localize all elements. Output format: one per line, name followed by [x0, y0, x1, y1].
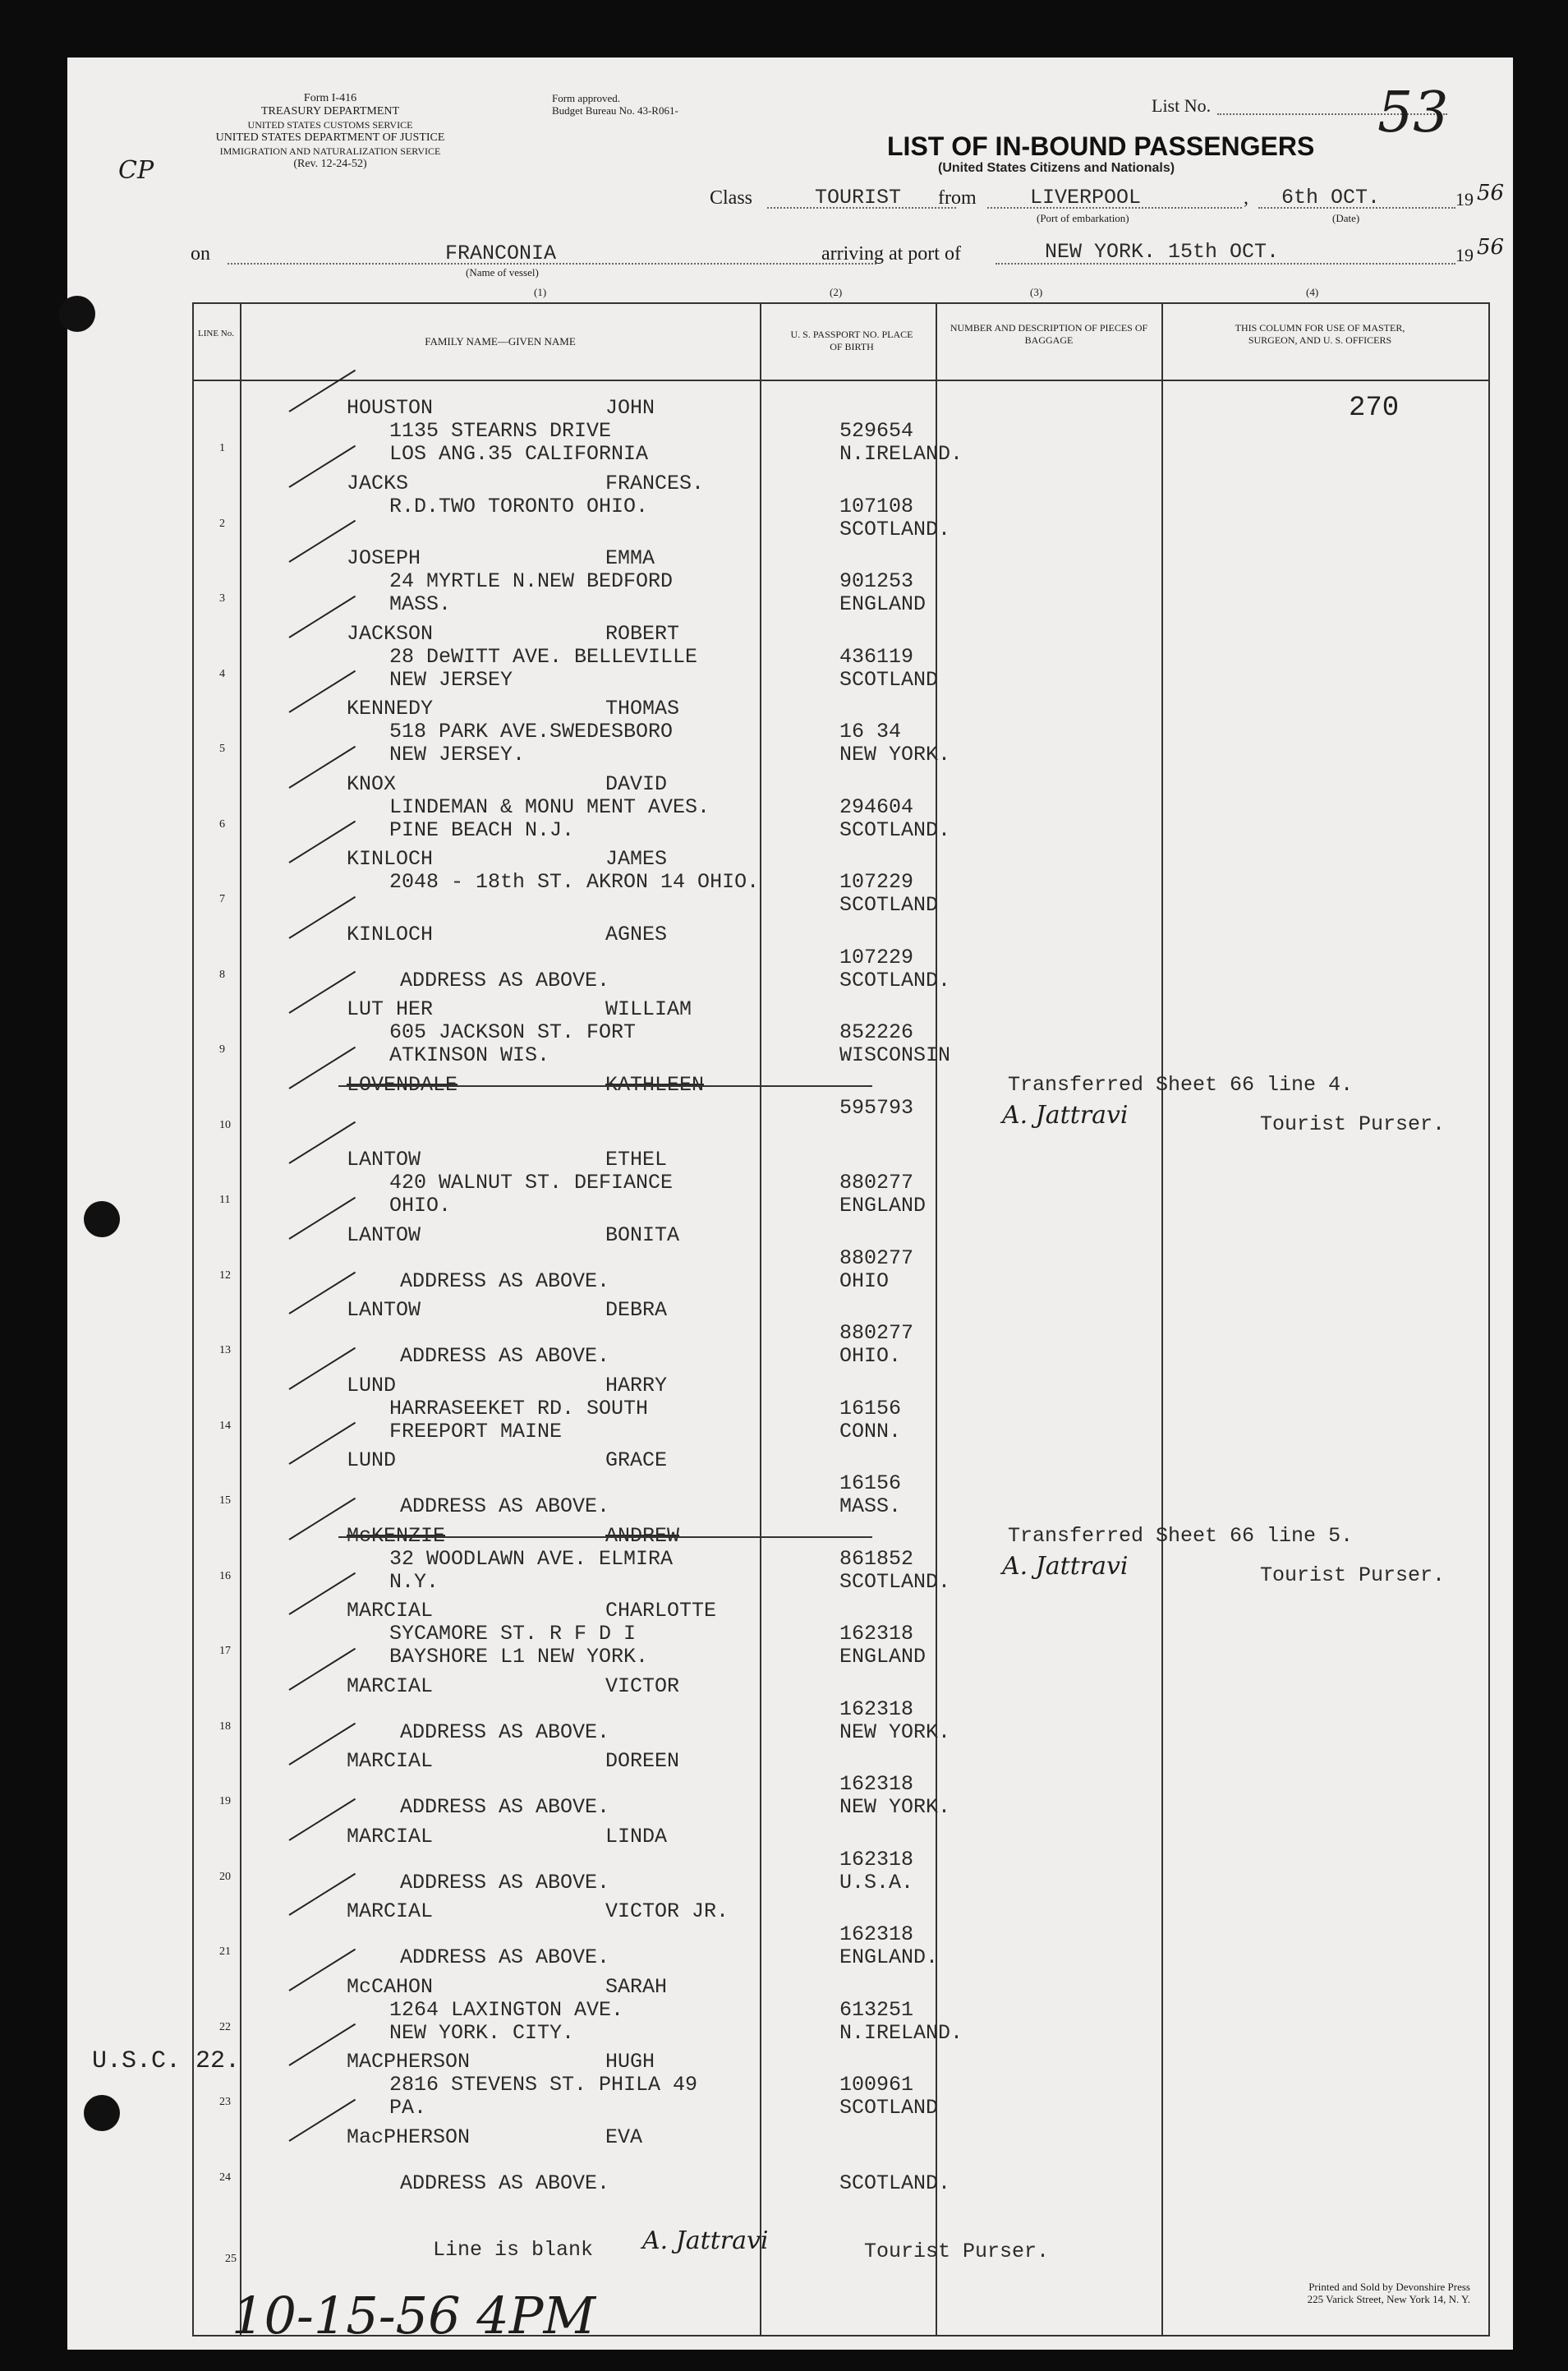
row-family-name: JACKSON — [347, 621, 434, 646]
printer-credit — [1199, 2281, 1470, 2305]
row-family-name: LANTOW — [347, 1298, 421, 1322]
row-place-of-birth: SCOTLAND — [839, 2096, 939, 2120]
row-passport-no: 162318 — [839, 1922, 914, 1946]
approval-line: Form approved. — [552, 92, 621, 104]
row-passport-no: 16 34 — [839, 720, 902, 744]
row-line-number: 1 — [219, 442, 225, 454]
col-header-line-no: LINE No. — [198, 329, 234, 338]
handwritten-date: 10-15-56 4PM — [232, 2286, 595, 2346]
row-place-of-birth: ENGLAND — [839, 1645, 927, 1669]
row-place-of-birth: NEW YORK. — [839, 1720, 951, 1744]
row-family-name: LOVENDALE — [347, 1072, 458, 1097]
row-address-1: R.D.TWO TORONTO OHIO. — [389, 494, 649, 518]
row-address-2: ADDRESS AS ABOVE. — [400, 1870, 610, 1894]
row-place-of-birth: SCOTLAND. — [839, 968, 951, 992]
col-header-name: FAMILY NAME—GIVEN NAME — [425, 335, 576, 348]
row-place-of-birth: ENGLAND — [839, 1194, 927, 1218]
row-given-name: AGNES — [605, 922, 668, 946]
treasury-label: TREASURY DEPARTMENT — [260, 105, 400, 117]
row-line-number: 17 — [219, 1645, 231, 1657]
blank-line-number: 25 — [225, 2253, 237, 2265]
row-line-number: 16 — [219, 1569, 231, 1582]
row-address-2: OHIO. — [389, 1194, 452, 1218]
row-given-name: EVA — [605, 2125, 643, 2149]
purser-signature: A. Jattravi — [642, 2226, 769, 2255]
from-value: LIVERPOOL — [1030, 186, 1142, 209]
row-family-name: MACPHERSON — [347, 2050, 471, 2074]
purser-signature: A. Jattravi — [1002, 1551, 1129, 1581]
row-address-2: PA. — [389, 2096, 427, 2120]
row-passport-no: 162318 — [839, 1847, 914, 1871]
row-passport-no: 107229 — [839, 870, 914, 894]
row-family-name: LANTOW — [347, 1148, 421, 1172]
row-passport-no: 880277 — [839, 1171, 914, 1195]
row-line-number: 20 — [219, 1870, 231, 1883]
row-address-2: ADDRESS AS ABOVE. — [400, 1494, 610, 1518]
row-given-name: HARRY — [605, 1373, 668, 1397]
year-value: 56 — [1477, 181, 1505, 205]
row-line-number: 5 — [219, 743, 225, 755]
transfer-purser: Tourist Purser. — [1260, 1112, 1446, 1136]
row-family-name: MARCIAL — [347, 1599, 434, 1623]
printer-line: Printed and Sold by Devonshire Press — [1308, 2281, 1470, 2293]
row-passport-no: 107108 — [839, 494, 914, 518]
row-given-name: FRANCES. — [605, 471, 705, 495]
row-address-2: BAYSHORE L1 NEW YORK. — [389, 1645, 649, 1669]
col-header-officers: THIS COLUMN FOR USE OF MASTER, SURGEON, AND U. S. OFFICERS — [1235, 322, 1405, 346]
row-address-1: 605 JACKSON ST. FORT — [389, 1020, 637, 1044]
row-address-1: 32 WOODLAWN AVE. ELMIRA — [389, 1546, 674, 1571]
on-label: on — [191, 243, 210, 265]
row-place-of-birth: N.IRELAND. — [839, 2020, 963, 2045]
row-address-2: ADDRESS AS ABOVE. — [400, 1268, 610, 1293]
row-address-2: LOS ANG.35 CALIFORNIA — [389, 442, 649, 466]
row-place-of-birth: OHIO. — [839, 1344, 902, 1368]
row-family-name: MARCIAL — [347, 1674, 434, 1698]
row-place-of-birth: SCOTLAND. — [839, 1569, 951, 1594]
row-place-of-birth: WISCONSIN — [839, 1043, 951, 1067]
col-num-4: (4) — [1306, 286, 1319, 298]
col-header-baggage: NUMBER AND DESCRIPTION OF PIECES OF BAGGAGE — [950, 322, 1148, 346]
row-line-number: 3 — [219, 592, 225, 605]
col-num-2: (2) — [830, 286, 843, 298]
row-family-name: KENNEDY — [347, 697, 434, 721]
vessel-caption: (Name of vessel) — [466, 266, 539, 279]
row-family-name: LUT HER — [347, 997, 434, 1021]
row-address-1: HARRASEEKET RD. SOUTH — [389, 1396, 649, 1420]
officer-note: 270 — [1349, 393, 1400, 424]
row-line-number: 21 — [219, 1945, 231, 1958]
margin-note: CP — [118, 156, 154, 185]
row-address-1: 2048 - 18th ST. AKRON 14 OHIO. — [389, 870, 760, 894]
row-family-name: MARCIAL — [347, 1749, 434, 1773]
row-given-name: ROBERT — [605, 621, 680, 646]
vessel-name: FRANCONIA — [445, 242, 557, 265]
row-line-number: 6 — [219, 817, 225, 831]
strike-line — [338, 1536, 872, 1538]
row-family-name: MARCIAL — [347, 1824, 434, 1848]
year2-prefix: 19 — [1455, 245, 1474, 265]
row-place-of-birth: ENGLAND — [839, 592, 927, 616]
col-divider — [240, 302, 241, 2336]
row-family-name: KINLOCH — [347, 847, 434, 871]
row-passport-no: 16156 — [839, 1471, 902, 1495]
row-passport-no: 436119 — [839, 644, 914, 669]
col-divider — [1161, 302, 1163, 2336]
row-address-1: 518 PARK AVE.SWEDESBORO — [389, 720, 674, 744]
row-family-name: JACKS — [347, 471, 409, 495]
row-line-number: 24 — [219, 2171, 231, 2184]
row-place-of-birth: ENGLAND. — [839, 1945, 939, 1969]
row-address-2: ADDRESS AS ABOVE. — [400, 1795, 610, 1819]
row-address-2: ADDRESS AS ABOVE. — [400, 1945, 610, 1969]
purser-signature: A. Jattravi — [1002, 1100, 1129, 1130]
row-passport-no: 294604 — [839, 794, 914, 819]
row-place-of-birth: SCOTLAND — [839, 667, 939, 692]
transfer-note: Transferred Sheet 66 line 5. — [1008, 1523, 1354, 1548]
col-divider — [760, 302, 761, 2336]
revision-label: (Rev. 12-24-52) — [293, 158, 367, 170]
row-place-of-birth: NEW YORK. — [839, 1795, 951, 1819]
row-line-number: 22 — [219, 2020, 231, 2033]
usc-note: U.S.C. 22. — [92, 2047, 241, 2075]
row-given-name: JAMES — [605, 847, 668, 871]
row-address-1: SYCAMORE ST. R F D I — [389, 1622, 637, 1646]
col-num-1: (1) — [534, 286, 547, 298]
row-address-2: ADDRESS AS ABOVE. — [400, 1720, 610, 1744]
form-number: Form I-416 — [303, 92, 357, 104]
arriving-label: arriving at port of — [821, 243, 961, 265]
row-passport-no: 107229 — [839, 945, 914, 969]
row-passport-no: 162318 — [839, 1697, 914, 1721]
budget-line: Budget Bureau No. 43-R061- — [552, 104, 678, 117]
ins-label: IMMIGRATION AND NATURALIZATION SERVICE — [219, 145, 441, 157]
row-family-name: JOSEPH — [347, 546, 421, 570]
row-passport-no: 861852 — [839, 1546, 914, 1571]
row-place-of-birth: OHIO — [839, 1268, 890, 1293]
row-given-name: ETHEL — [605, 1148, 668, 1172]
row-family-name: HOUSTON — [347, 396, 434, 420]
row-passport-no: 613251 — [839, 1997, 914, 2022]
row-line-number: 15 — [219, 1494, 231, 1507]
class-value: TOURIST — [815, 186, 902, 209]
row-family-name: LANTOW — [347, 1222, 421, 1247]
row-passport-no: 529654 — [839, 419, 914, 443]
row-place-of-birth: SCOTLAND. — [839, 2171, 951, 2195]
row-place-of-birth: N.IRELAND. — [839, 442, 963, 466]
date-value: 6th OCT. — [1281, 186, 1381, 209]
punch-hole — [59, 296, 95, 332]
row-address-1: 28 DeWITT AVE. BELLEVILLE — [389, 644, 698, 669]
row-address-1: 420 WALNUT ST. DEFIANCE — [389, 1171, 674, 1195]
row-address-2: NEW JERSEY — [389, 667, 513, 692]
row-passport-no: 901253 — [839, 569, 914, 593]
row-address-1: 2816 STEVENS ST. PHILA 49 — [389, 2073, 698, 2097]
row-address-1: 24 MYRTLE N.NEW BEDFORD — [389, 569, 674, 593]
row-family-name: KNOX — [347, 771, 397, 796]
row-family-name: McCAHON — [347, 1974, 434, 1999]
row-address-2: NEW JERSEY. — [389, 743, 526, 767]
row-family-name: MARCIAL — [347, 1899, 434, 1923]
transfer-note: Transferred Sheet 66 line 4. — [1008, 1072, 1354, 1097]
row-given-name: KATHLEEN — [605, 1072, 705, 1097]
row-given-name: WILLIAM — [605, 997, 692, 1021]
row-line-number: 9 — [219, 1043, 225, 1056]
from-label: from — [938, 187, 977, 209]
row-passport-no: 162318 — [839, 1772, 914, 1796]
row-place-of-birth: U.S.A. — [839, 1870, 914, 1894]
blank-line-text: Line is blank — [433, 2238, 594, 2262]
arrival-port-date: NEW YORK. 15th OCT. — [1045, 240, 1280, 264]
col-header-passport: U. S. PASSPORT NO. PLACE OF BIRTH — [790, 329, 913, 352]
row-given-name: DAVID — [605, 771, 668, 796]
row-address-1: 1135 STEARNS DRIVE — [389, 419, 612, 443]
row-line-number: 23 — [219, 2096, 231, 2108]
document-title: LIST OF IN-BOUND PASSENGERS — [887, 131, 1315, 161]
row-address-1: 1264 LAXINGTON AVE. — [389, 1997, 624, 2022]
year2-value: 56 — [1477, 235, 1505, 260]
row-address-2: ATKINSON WIS. — [389, 1043, 550, 1067]
header-rule — [192, 380, 1490, 381]
row-family-name: LUND — [347, 1373, 397, 1397]
punch-hole — [84, 2095, 120, 2131]
row-given-name: EMMA — [605, 546, 655, 570]
row-given-name: SARAH — [605, 1974, 668, 1999]
row-line-number: 2 — [219, 517, 225, 530]
row-place-of-birth: SCOTLAND. — [839, 817, 951, 842]
row-passport-no: 100961 — [839, 2073, 914, 2097]
row-given-name: BONITA — [605, 1222, 680, 1247]
col-num-3: (3) — [1030, 286, 1043, 298]
customs-label: UNITED STATES CUSTOMS SERVICE — [247, 119, 413, 131]
row-given-name: THOMAS — [605, 697, 680, 721]
date-caption: (Date) — [1332, 212, 1360, 224]
row-address-2: ADDRESS AS ABOVE. — [400, 968, 610, 992]
row-given-name: VICTOR — [605, 1674, 680, 1698]
row-line-number: 7 — [219, 893, 225, 905]
row-line-number: 4 — [219, 667, 225, 680]
row-given-name: ANDREW — [605, 1523, 680, 1548]
row-line-number: 19 — [219, 1795, 231, 1807]
row-place-of-birth: CONN. — [839, 1419, 902, 1443]
row-given-name: CHARLOTTE — [605, 1599, 717, 1623]
row-line-number: 11 — [219, 1194, 231, 1206]
class-label: Class — [710, 187, 753, 209]
row-address-1: LINDEMAN & MONU MENT AVES. — [389, 794, 710, 819]
row-given-name: GRACE — [605, 1448, 668, 1472]
row-given-name: DOREEN — [605, 1749, 680, 1773]
row-line-number: 10 — [219, 1118, 231, 1131]
list-no-value: 53 — [1377, 81, 1449, 145]
document-subtitle: (United States Citizens and Nationals) — [938, 161, 1175, 175]
row-place-of-birth: MASS. — [839, 1494, 902, 1518]
row-address-2: ADDRESS AS ABOVE. — [400, 1344, 610, 1368]
row-place-of-birth: NEW YORK. — [839, 743, 951, 767]
row-address-2: FREEPORT MAINE — [389, 1419, 563, 1443]
row-line-number: 18 — [219, 1720, 231, 1733]
row-line-number: 13 — [219, 1344, 231, 1356]
row-address-2: ADDRESS AS ABOVE. — [400, 2171, 610, 2195]
list-no-label: List No. — [1152, 95, 1212, 116]
row-given-name: JOHN — [605, 396, 655, 420]
form-id-block — [207, 92, 453, 171]
row-family-name: LUND — [347, 1448, 397, 1472]
row-address-2: N.Y. — [389, 1569, 439, 1594]
row-passport-no: 880277 — [839, 1321, 914, 1345]
approval-block — [552, 92, 678, 117]
row-given-name: DEBRA — [605, 1298, 668, 1322]
row-passport-no: 595793 — [839, 1095, 914, 1120]
row-family-name: KINLOCH — [347, 922, 434, 946]
transfer-purser: Tourist Purser. — [1260, 1563, 1446, 1587]
row-passport-no: 852226 — [839, 1020, 914, 1044]
blank-line-purser: Tourist Purser. — [864, 2240, 1050, 2263]
row-given-name: HUGH — [605, 2050, 655, 2074]
comma: , — [1244, 187, 1248, 209]
year-prefix: 19 — [1455, 189, 1474, 209]
row-line-number: 14 — [219, 1419, 231, 1432]
printer-line: 225 Varick Street, New York 14, N. Y. — [1307, 2293, 1470, 2305]
row-address-2: MASS. — [389, 592, 452, 616]
row-passport-no: 162318 — [839, 1622, 914, 1646]
row-line-number: 8 — [219, 968, 225, 981]
justice-label: UNITED STATES DEPARTMENT OF JUSTICE — [215, 131, 445, 144]
row-place-of-birth: SCOTLAND — [839, 893, 939, 917]
strike-line — [338, 1085, 872, 1087]
row-given-name: LINDA — [605, 1824, 668, 1848]
row-family-name: McKENZIE — [347, 1523, 446, 1548]
document-sheet — [67, 58, 1513, 2350]
row-place-of-birth: SCOTLAND. — [839, 517, 951, 541]
row-address-2: NEW YORK. CITY. — [389, 2020, 575, 2045]
row-passport-no: 880277 — [839, 1245, 914, 1270]
port-embark-caption: (Port of embarkation) — [1037, 212, 1129, 224]
row-family-name: MacPHERSON — [347, 2125, 471, 2149]
row-given-name: VICTOR JR. — [605, 1899, 729, 1923]
row-line-number: 12 — [219, 1268, 231, 1282]
punch-hole — [84, 1201, 120, 1237]
row-passport-no: 16156 — [839, 1396, 902, 1420]
row-address-2: PINE BEACH N.J. — [389, 817, 575, 842]
